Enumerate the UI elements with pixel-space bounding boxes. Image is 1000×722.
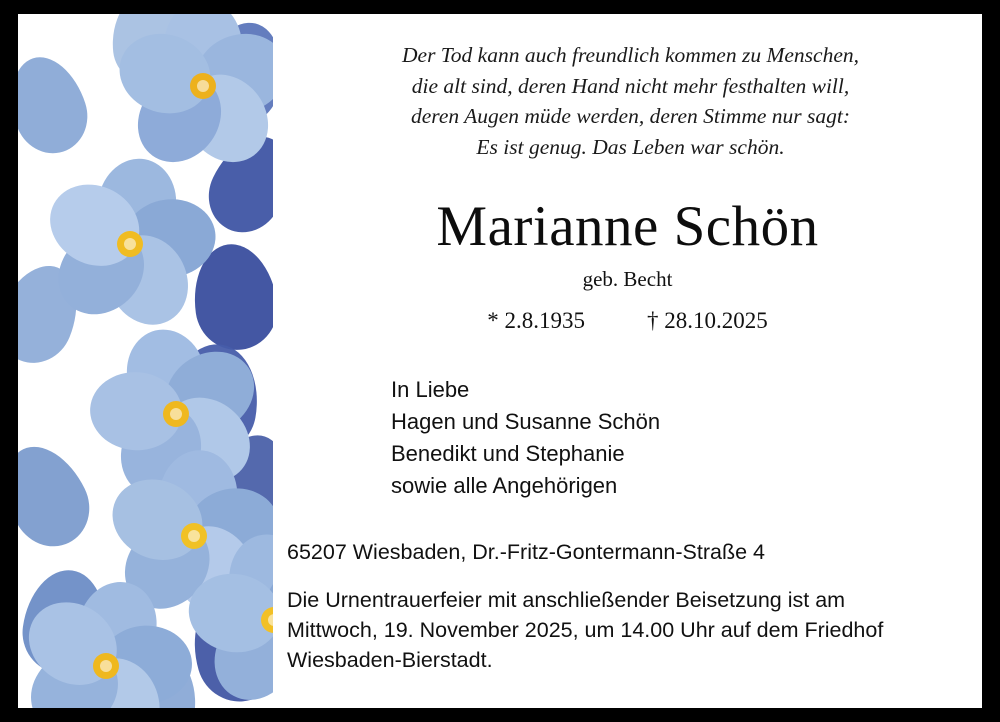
obituary-inner [18,14,982,708]
family-line: sowie alle Angehörigen [391,472,618,498]
family-line: In Liebe [391,377,470,403]
ceremony-details [273,585,982,675]
ceremony-line: Die Urnentrauerfeier mit anschließender Beisetzung ist am [287,587,846,612]
ceremony-line: Wiesbaden-Bierstadt. [287,647,493,672]
obituary-text-column [273,14,982,708]
poem-line: die alt sind, deren Hand nicht mehr festhalten will, [411,73,850,98]
family-line: Hagen und Susanne Schön [391,408,661,434]
family-line: Benedikt und Stephanie [391,440,625,466]
life-dates [273,308,982,334]
address-line: 65207 Wiesbaden, Dr.-Fritz-Gontermann-Straße 4 [287,539,765,564]
flower-center [117,231,143,257]
poem-line: Es ist genug. Das Leben war schön. [476,134,785,159]
flower-center [163,401,189,427]
death-date: † 28.10.2025 [647,308,768,334]
forget-me-not-flowers-illustration [18,14,273,708]
flower-center [181,523,207,549]
birth-date: * 2.8.1935 [487,308,585,334]
petal-shape [18,47,97,162]
poem-line: deren Augen müde werden, deren Stimme nur sagt: [410,104,851,129]
poem-verse [297,40,964,162]
flower-center [93,653,119,679]
petal-shape [18,433,103,560]
flower-center [190,73,216,99]
poem-line: Der Tod kann auch freundlich kommen zu Menschen, [402,43,859,67]
deceased-name: Marianne Schön [436,195,819,259]
family-signature [273,374,982,502]
ceremony-line: Mittwoch, 19. November 2025, um 14.00 Uhr auf dem Friedhof [287,617,884,642]
maiden-name: geb. Becht [582,267,673,292]
